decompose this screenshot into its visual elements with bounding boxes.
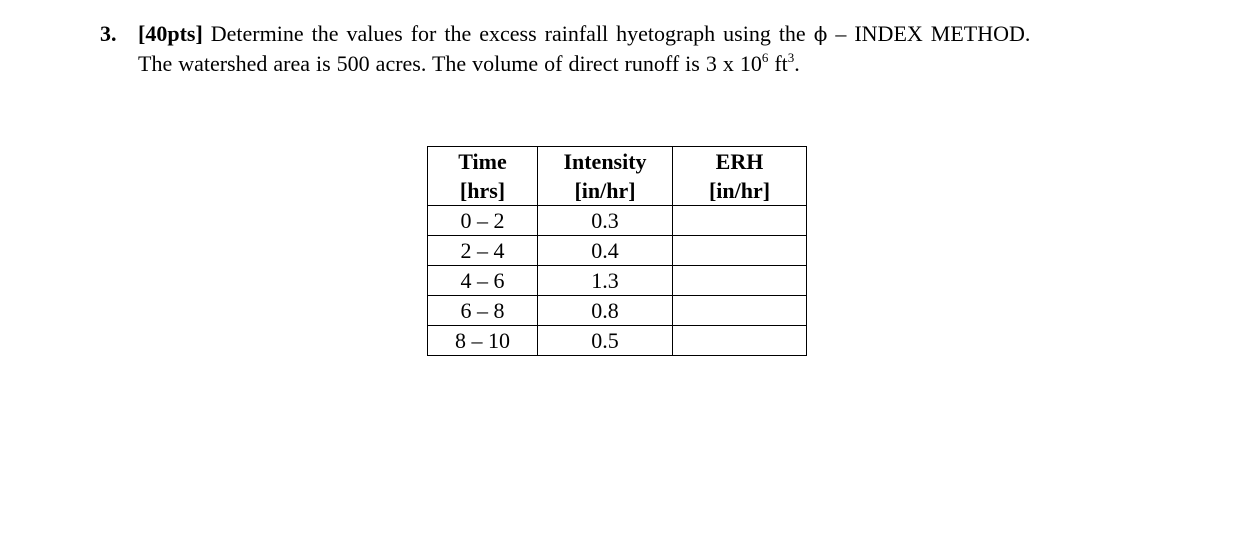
hyetograph-table xyxy=(427,146,807,356)
cell-time: 0 – 2 xyxy=(428,206,538,236)
points-close-bracket: ] xyxy=(195,21,203,46)
problem-statement xyxy=(100,19,1180,78)
cell-intensity: 0.4 xyxy=(538,236,673,266)
phi-symbol: ϕ xyxy=(813,22,828,46)
cell-time: 8 – 10 xyxy=(428,326,538,356)
cell-intensity: 1.3 xyxy=(538,266,673,296)
header-intensity-label: Intensity xyxy=(563,149,647,174)
exponent-three: 3 xyxy=(787,50,795,65)
problem-line2-part2: ft xyxy=(768,51,788,76)
problem-text-part2: – INDEX METHOD. xyxy=(827,21,1031,46)
cell-time: 6 – 8 xyxy=(428,296,538,326)
problem-points: 40pts xyxy=(145,21,196,46)
problem-line-2 xyxy=(100,49,1180,78)
header-time xyxy=(428,147,538,206)
cell-intensity: 0.8 xyxy=(538,296,673,326)
header-time-unit: [hrs] xyxy=(459,178,506,203)
table-row xyxy=(428,236,807,266)
table-row xyxy=(428,326,807,356)
problem-number: 3. xyxy=(100,21,117,46)
cell-time: 4 – 6 xyxy=(428,266,538,296)
header-erh-label: ERH xyxy=(715,149,764,174)
table-header xyxy=(428,147,807,206)
cell-erh xyxy=(673,266,807,296)
header-erh xyxy=(673,147,807,206)
problem-line-1 xyxy=(100,19,1180,49)
header-row xyxy=(428,147,807,206)
table-row xyxy=(428,266,807,296)
problem-text-part1: Determine the values for the excess rainfall hyetograph using the xyxy=(202,21,814,46)
table-row xyxy=(428,206,807,236)
header-time-label: Time xyxy=(458,149,507,174)
table-row xyxy=(428,296,807,326)
cell-erh xyxy=(673,296,807,326)
header-intensity xyxy=(538,147,673,206)
cell-erh xyxy=(673,236,807,266)
cell-erh xyxy=(673,206,807,236)
cell-intensity: 0.5 xyxy=(538,326,673,356)
table-body xyxy=(428,206,807,356)
points-open-bracket: [ xyxy=(138,21,146,46)
header-erh-unit: [in/hr] xyxy=(708,178,771,203)
exponent-six: 6 xyxy=(761,50,769,65)
problem-line2-part3: . xyxy=(794,51,800,76)
cell-intensity: 0.3 xyxy=(538,206,673,236)
cell-erh xyxy=(673,326,807,356)
cell-time: 2 – 4 xyxy=(428,236,538,266)
header-intensity-unit: [in/hr] xyxy=(574,178,636,203)
problem-line2-part1: The watershed area is 500 acres. The volume of direct runoff is 3 x 10 xyxy=(138,51,762,76)
